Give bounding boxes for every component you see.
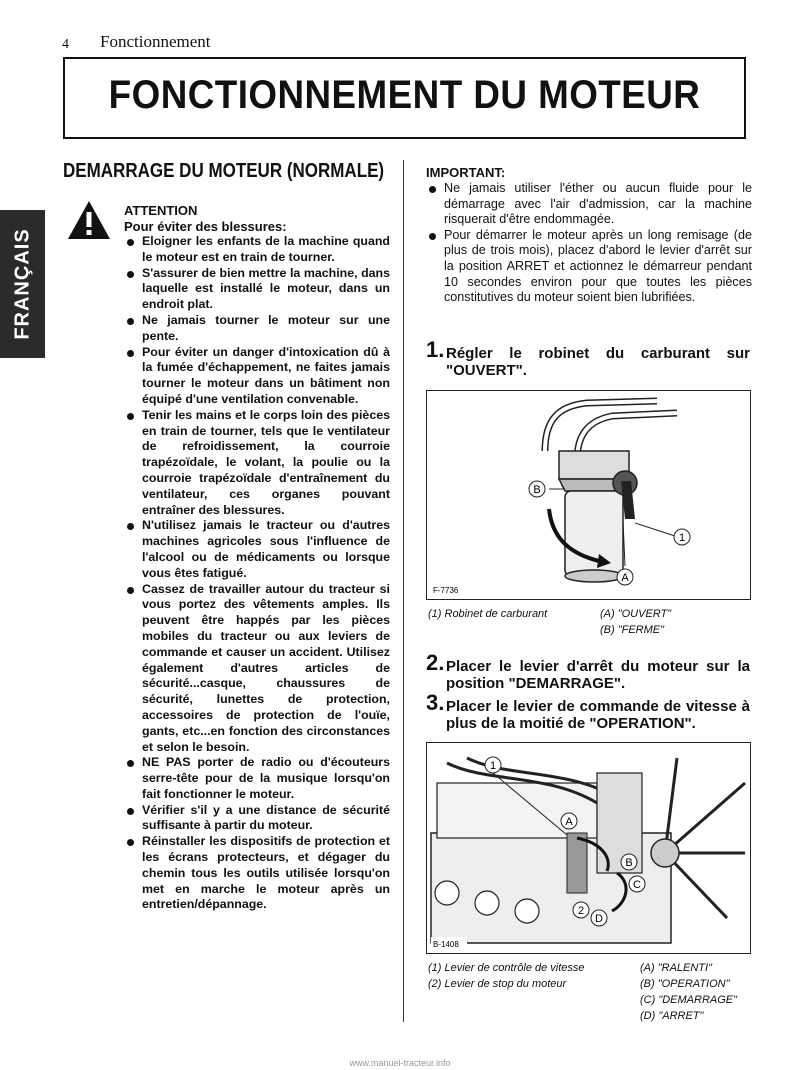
fig2-caption-a: (A) "RALENTI" (640, 962, 712, 974)
fig1-caption-a: (A) "OUVERT" (600, 608, 672, 620)
step-1 (426, 337, 750, 379)
fig2-label-1: 1 (489, 760, 497, 772)
fig2-caption-d: (D) "ARRET" (640, 1010, 704, 1022)
fig2-label-2: 2 (577, 905, 585, 917)
list-item: Vérifier s'il y a une distance de sécurité suffisante à partir du moteur. (124, 803, 390, 835)
step-text: Placer le levier de commande de vitesse à plus de la moitié de "OPERATION". (446, 698, 750, 732)
warning-icon (67, 200, 111, 240)
fig1-label-a: A (621, 572, 629, 584)
list-item: Tenir les mains et le corps loin des pièces en train de tourner, tels que le ventilateur de refroidissement, la courroie trapézoïdale, le volant, la poulie ou la courroie trapézoïdale d'entraînement du ventilateur, ces organes pouvant entraîner des blessures. (124, 408, 390, 519)
fig2-caption-c: (C) "DEMARRAGE" (640, 994, 738, 1006)
important-list (426, 181, 752, 306)
fig2-caption-1: (1) Levier de contrôle de vitesse (428, 962, 585, 974)
important-heading: IMPORTANT: (426, 165, 506, 180)
running-header: Fonctionnement (100, 32, 211, 51)
list-item: Ne jamais tourner le moteur sur une pente. (124, 313, 390, 345)
step-number: 1. (426, 337, 445, 362)
watermark: www.manuel-tracteur.info (349, 1058, 451, 1068)
step-2 (426, 650, 750, 692)
list-item: Pour démarrer le moteur après un long remisage (de plus de trois mois), placez d'abord le levier d'arrêt sur la position ARRET et actionnez le démarreur pendant 10 secondes environ pour que toutes les pièces constitutives du moteur soient bien lubrifiées. (426, 228, 752, 306)
fig2-caption-2: (2) Levier de stop du moteur (428, 978, 567, 990)
fig2-label-c: C (633, 879, 641, 891)
step-3 (426, 690, 750, 732)
title-box (63, 57, 746, 139)
step-text: Placer le levier d'arrêt du moteur sur la position "DEMARRAGE". (446, 658, 750, 692)
language-tab (0, 210, 45, 358)
list-item: Pour éviter un danger d'intoxication dû à la fumée d'échappement, ne faites jamais tourner le moteur dans un bâtiment non équipé d'une ventilation convenable. (124, 345, 390, 408)
step-number: 2. (426, 650, 445, 675)
figure-engine-levers (426, 742, 751, 954)
step-text: Régler le robinet du carburant sur "OUVERT". (446, 345, 750, 379)
list-item: Cassez de travailler autour du tracteur si vous portez des vêtements amples. Ils peuvent être happés par les pièces mobiles du tracteur ou aux leviers de commande et causer un accident. Utilisez également d'autres articles de sécurité...casque, chaussures de sécurité, lunettes de protection, accessoires de protection de l'ouïe, gants, etc...en fonction des circonstances et selon le besoin. (124, 582, 390, 756)
page-title: FONCTIONNEMENT DU MOTEUR (108, 73, 701, 117)
fig1-caption-b: (B) "FERME" (600, 624, 665, 636)
page-number: 4 (62, 37, 69, 52)
fig2-label-a: A (565, 816, 573, 828)
fig1-label-1: 1 (678, 532, 686, 544)
language-tab-label: FRANÇAIS (11, 228, 33, 340)
section-title: DEMARRAGE DU MOTEUR (NORMALE) (63, 160, 385, 182)
fig1-caption-left: (1) Robinet de carburant (428, 608, 548, 620)
list-item: S'assurer de bien mettre la machine, dans laquelle est installé le moteur, dans un endroit plat. (124, 266, 390, 313)
figure-code: B-1408 (433, 940, 459, 949)
step-number: 3. (426, 690, 445, 715)
attention-subheading: Pour éviter des blessures: (124, 219, 287, 234)
fig2-label-b: B (625, 857, 633, 869)
attention-heading: ATTENTION (124, 203, 198, 218)
list-item: Réinstaller les dispositifs de protection et les écrans protecteurs, et dégager du chemin tous les outils utilisée lorsqu'on met en marche le moteur après un entretien/dépannage. (124, 834, 390, 913)
fig2-caption-b: (B) "OPERATION" (640, 978, 730, 990)
fuel-cock-illustration (427, 391, 750, 599)
figure-fuel-cock (426, 390, 751, 600)
figure-code: F-7736 (433, 586, 459, 595)
column-divider (403, 160, 404, 1022)
fig2-label-d: D (595, 913, 603, 925)
list-item: Ne jamais utiliser l'éther ou aucun fluide pour le démarrage avec l'air d'admission, car la machine risquerait d'être endommagée. (426, 181, 752, 228)
list-item: NE PAS porter de radio ou d'écouteurs serre-tête pour de la musique lorsqu'on fait fonctionner le moteur. (124, 755, 390, 802)
attention-list (124, 234, 390, 913)
fig1-label-b: B (533, 484, 541, 496)
list-item: N'utilisez jamais le tracteur ou d'autres machines agricoles sous l'influence de l'alcool ou de médicaments ou lorsque vous êtes fatigué. (124, 518, 390, 581)
list-item: Eloigner les enfants de la machine quand le moteur est en train de tourner. (124, 234, 390, 266)
engine-levers-illustration (427, 743, 750, 953)
